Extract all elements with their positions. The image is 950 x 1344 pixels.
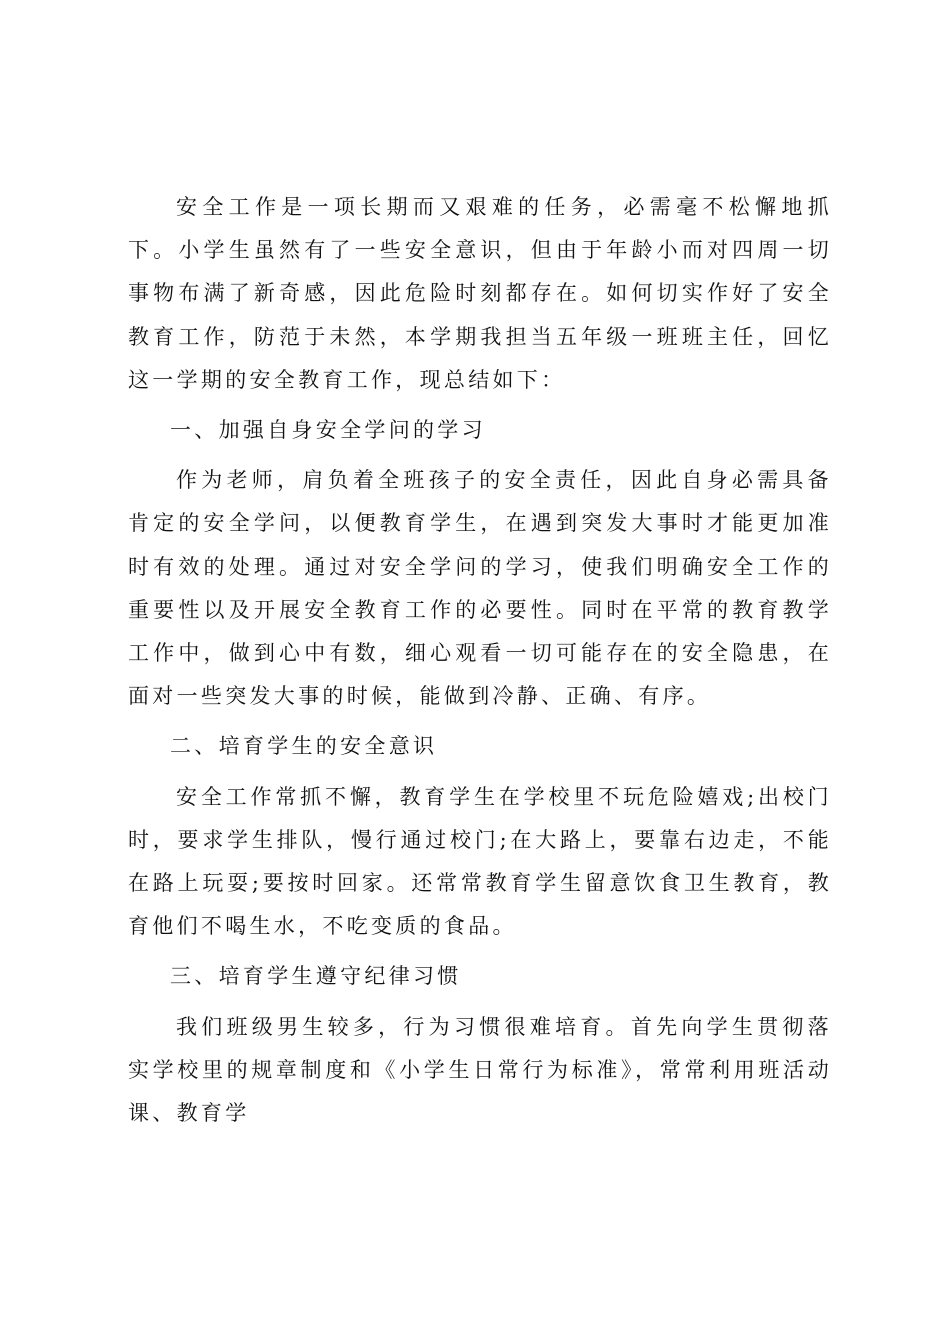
intro-paragraph: 安全工作是一项长期而又艰难的任务，必需毫不松懈地抓下。小学生虽然有了一些安全意识，但由于年龄小而对四周一切事物布满了新奇感，因此危险时刻都存在。如何切实作好了安全教育工作，防范于未然，本学期我担当五年级一班班主任，回忆这一学期的安全教育工作，现总结如下： xyxy=(128,195,832,392)
paragraph-gap xyxy=(128,999,832,1006)
paragraph-gap xyxy=(128,769,832,776)
section-3-paragraph: 我们班级男生较多，行为习惯很难培育。首先向学生贯彻落实学校里的规章制度和《小学生日常行为标准》，常常利用班活动课、教育学 xyxy=(128,1014,832,1126)
section-1-paragraph: 作为老师，肩负着全班孩子的安全责任，因此自身必需具备肯定的安全学问，以便教育学生，在遇到突发大事时才能更加准时有效的处理。通过对安全学问的学习，使我们明确安全工作的重要性以及开展安全教育工作的必要性。同时在平常的教育教学工作中，做到心中有数，细心观看一切可能存在的安全隐患，在面对一些突发大事的时候，能做到冷静、正确、有序。 xyxy=(128,468,832,709)
section-heading-1: 一、加强自身安全学问的学习 xyxy=(170,418,486,443)
section-heading-3: 三、培育学生遵守纪律习惯 xyxy=(170,964,462,989)
paragraph-gap xyxy=(128,402,832,409)
paragraph-gap xyxy=(128,718,832,725)
paragraph-gap xyxy=(128,948,832,955)
section-heading-2: 二、培育学生的安全意识 xyxy=(170,734,438,759)
document-body xyxy=(128,186,832,1135)
section-2-paragraph: 安全工作常抓不懈，教育学生在学校里不玩危险嬉戏;出校门时，要求学生排队，慢行通过校门;在大路上，要靠右边走，不能在路上玩耍;要按时回家。还常常教育学生留意饮食卫生教育，教育他们不喝生水，不吃变质的食品。 xyxy=(128,784,832,939)
paragraph-gap xyxy=(128,452,832,459)
